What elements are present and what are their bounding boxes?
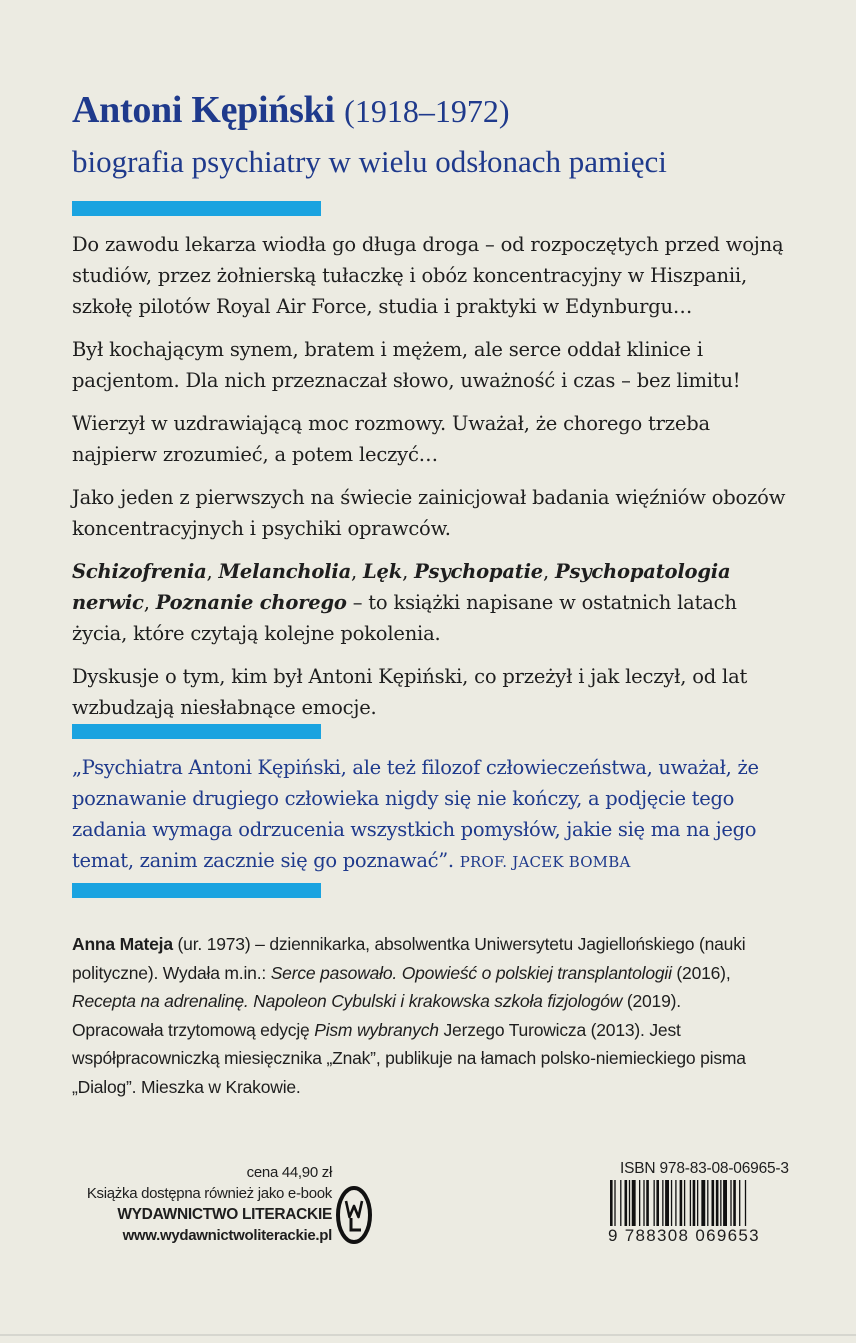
blurb-paragraph: Dyskusje o tym, kim był Antoni Kępiński, co przeżył i jak leczył, od lat wzbudzają niesłabnące emocje. bbox=[72, 665, 748, 719]
bio-text: Jerzego Turowicza (2013). Jest współpracowniczką miesięcznika „Znak”, publikuje na łamach polsko-niemieckiego pisma „Dialog”. Mieszka w Krakowie. bbox=[72, 1019, 746, 1097]
separator: , bbox=[143, 591, 156, 614]
book-title-italic: Schizofrenia bbox=[72, 560, 207, 583]
bio-text: (2016), bbox=[671, 962, 731, 983]
blurb-paragraph: Wierzył w uzdrawiającą moc rozmowy. Uważał, że chorego trzeba najpierw zrozumieć, a potem leczyć… bbox=[72, 412, 710, 466]
barcode-digits: 9 788308 069653 bbox=[608, 1226, 792, 1246]
author-bio bbox=[72, 930, 772, 1102]
blurb-paragraph: Jako jeden z pierwszych na świecie zainicjował badania więźniów obozów koncentracyjnych i psychiki oprawców. bbox=[72, 486, 786, 540]
ebook-note: Książka dostępna również jako e-book bbox=[86, 1185, 332, 1202]
price: cena 44,90 zł bbox=[246, 1164, 332, 1181]
divider-bar-top bbox=[72, 201, 321, 216]
bottom-edge bbox=[0, 1334, 856, 1336]
divider-bar-bottom bbox=[72, 883, 321, 898]
divider-bar-middle bbox=[72, 724, 321, 739]
blurb-paragraph: Był kochającym synem, bratem i mężem, ale serce oddał klinice i pacjentom. Dla nich przeznaczał słowo, uważność i czas – bez limitu! bbox=[72, 338, 741, 392]
publisher-logo-icon bbox=[334, 1184, 374, 1246]
blurb-paragraph: Do zawodu lekarza wiodła go długa droga – od rozpoczętych przed wojną studiów, przez żołnierską tułaczkę i obóz koncentracyjny w Hiszpanii, szkołę pilotów Royal Air Force, studia i praktyki w Edynburgu… bbox=[72, 233, 784, 318]
blurb-text-rest: – to książki napisane w ostatnich latach życia, które czytają kolejne pokolenia. bbox=[72, 591, 737, 645]
blurb-text bbox=[72, 229, 792, 735]
book-title-italic: Lęk bbox=[363, 560, 403, 583]
bio-text: (2019). Opracowała trzytomową edycję bbox=[72, 991, 681, 1040]
author-name: Antoni Kępiński bbox=[72, 89, 335, 131]
quote-text: „Psychiatra Antoni Kępiński, ale też filozof człowieczeństwa, uważał, że poznawanie drugiego człowieka nigdy się nie kończy, a podjęcie tego zadania wymaga odrzucenia wszystkich pomysłów, jakie się ma na jego temat, zanim zacznie się go poznawać”. bbox=[72, 756, 759, 872]
separator: , bbox=[351, 560, 364, 583]
bio-book-title: Serce pasowało. Opowieść o polskiej transplantologii bbox=[270, 962, 672, 983]
book-title-italic: Poznanie chorego bbox=[155, 591, 347, 614]
quote-block bbox=[72, 752, 792, 878]
bio-text: (ur. 1973) – dziennikarka, absolwentka Uniwersytetu Jagiellońskiego (nauki polityczne). Wydała m.in.: bbox=[72, 934, 746, 983]
separator: , bbox=[402, 560, 415, 583]
quote-author: PROF. JACEK BOMBA bbox=[459, 853, 631, 871]
book-title-italic: Psychopatologia nerwic bbox=[72, 560, 731, 614]
publisher-name: WYDAWNICTWO LITERACKIE bbox=[117, 1206, 332, 1223]
bio-author-name: Anna Mateja bbox=[72, 934, 173, 954]
bio-book-title: Recepta na adrenalinę. Napoleon Cybulski i krakowska szkoła fizjologów bbox=[72, 991, 623, 1012]
separator: , bbox=[206, 560, 219, 583]
isbn-label: ISBN 978-83-08-06965-3 bbox=[620, 1160, 789, 1177]
bio-book-title: Pism wybranych bbox=[314, 1019, 439, 1040]
separator: , bbox=[543, 560, 555, 583]
publisher-url: www.wydawnictwoliterackie.pl bbox=[122, 1227, 332, 1244]
life-years: (1918–1972) bbox=[344, 93, 510, 129]
book-title bbox=[72, 88, 832, 133]
blurb-paragraph-books bbox=[72, 556, 792, 649]
book-subtitle: biografia psychiatry w wielu odsłonach pamięci bbox=[72, 144, 667, 179]
book-title-italic: Psychopatie bbox=[414, 560, 543, 583]
book-title-italic: Melancholia bbox=[218, 560, 352, 583]
publisher-info bbox=[70, 1162, 332, 1246]
